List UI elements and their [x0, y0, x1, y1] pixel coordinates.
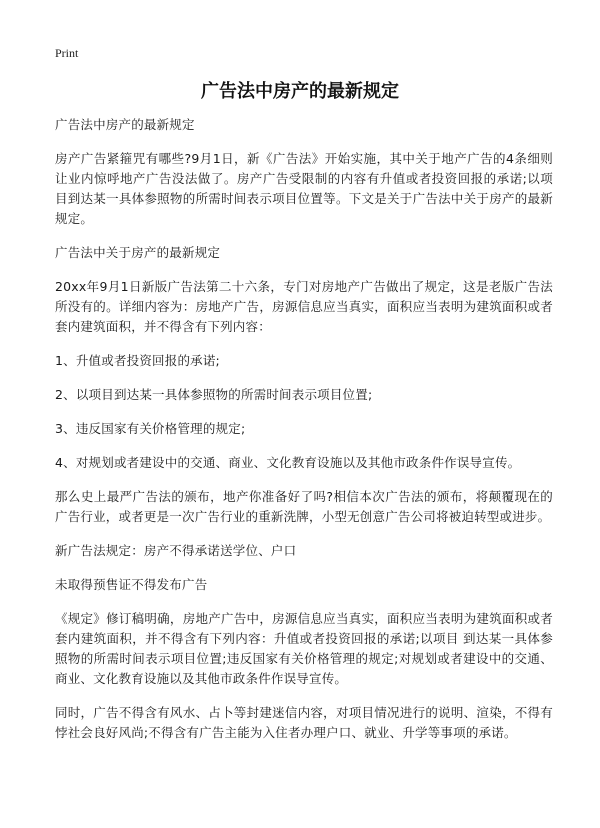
print-link[interactable]: Print — [55, 46, 79, 60]
section-heading: 广告法中房产的最新规定 — [55, 117, 195, 132]
document-body — [55, 115, 553, 757]
body-paragraph: 20xx年9月1日新版广告法第二十六条，专门对房地产广告做出了规定，这是老版广告法所没有的。详细内容为：房地产广告，房源信息应当真实，面积应当表明为建筑面积或者套内建筑面积，并不得含有下列内容： — [55, 279, 553, 334]
body-paragraph: 那么史上最严广告法的颁布，地产你准备好了吗?相信本次广告法的颁布，将颠覆现在的广告行业，或者更是一次广告行业的重新洗牌，小型无创意广告公司将被迫转型或进步。 — [55, 489, 553, 524]
body-paragraph: 同时，广告不得含有风水、占卜等封建迷信内容，对项目情况进行的说明、渲染，不得有悖社会良好风尚;不得含有广告主能为入住者办理户口、就业、升学等事项的承诺。 — [55, 705, 553, 740]
body-paragraph: 《规定》修订稿明确，房地产广告中，房源信息应当真实，面积应当表明为建筑面积或者套内建筑面积，并不得含有下列内容：升值或者投资回报的承诺;以项目 到达某一具体参照物的所需时间表示项目位置;违反国家有关价格管理的规定;对规划或者建设中的交通、商业、文化教育设施以及其他市政条件作误导宣传。 — [55, 611, 553, 686]
subheading: 新广告法规定：房产不得承诺送学位、户口 — [55, 543, 297, 558]
list-item: 4、对规划或者建设中的交通、商业、文化教育设施以及其他市政条件作误导宣传。 — [55, 455, 521, 470]
section-heading: 广告法中关于房产的最新规定 — [55, 245, 221, 260]
document-title: 广告法中房产的最新规定 — [201, 81, 399, 102]
subheading: 未取得预售证不得发布广告 — [55, 577, 208, 592]
intro-paragraph: 房产广告紧箍咒有哪些?9月1日，新《广告法》开始实施，其中关于地产广告的4条细则让业内惊呼地产广告没法做了。房产广告受限制的内容有升值或者投资回报的承诺;以项目到达某一具体参照物的所需时间表示项目位置等。下文是关于广告法中关于房产的最新规定。 — [55, 151, 553, 226]
list-item: 2、以项目到达某一具体参照物的所需时间表示项目位置; — [55, 387, 373, 402]
list-item: 3、违反国家有关价格管理的规定; — [55, 421, 246, 436]
list-item: 1、升值或者投资回报的承诺; — [55, 353, 220, 368]
